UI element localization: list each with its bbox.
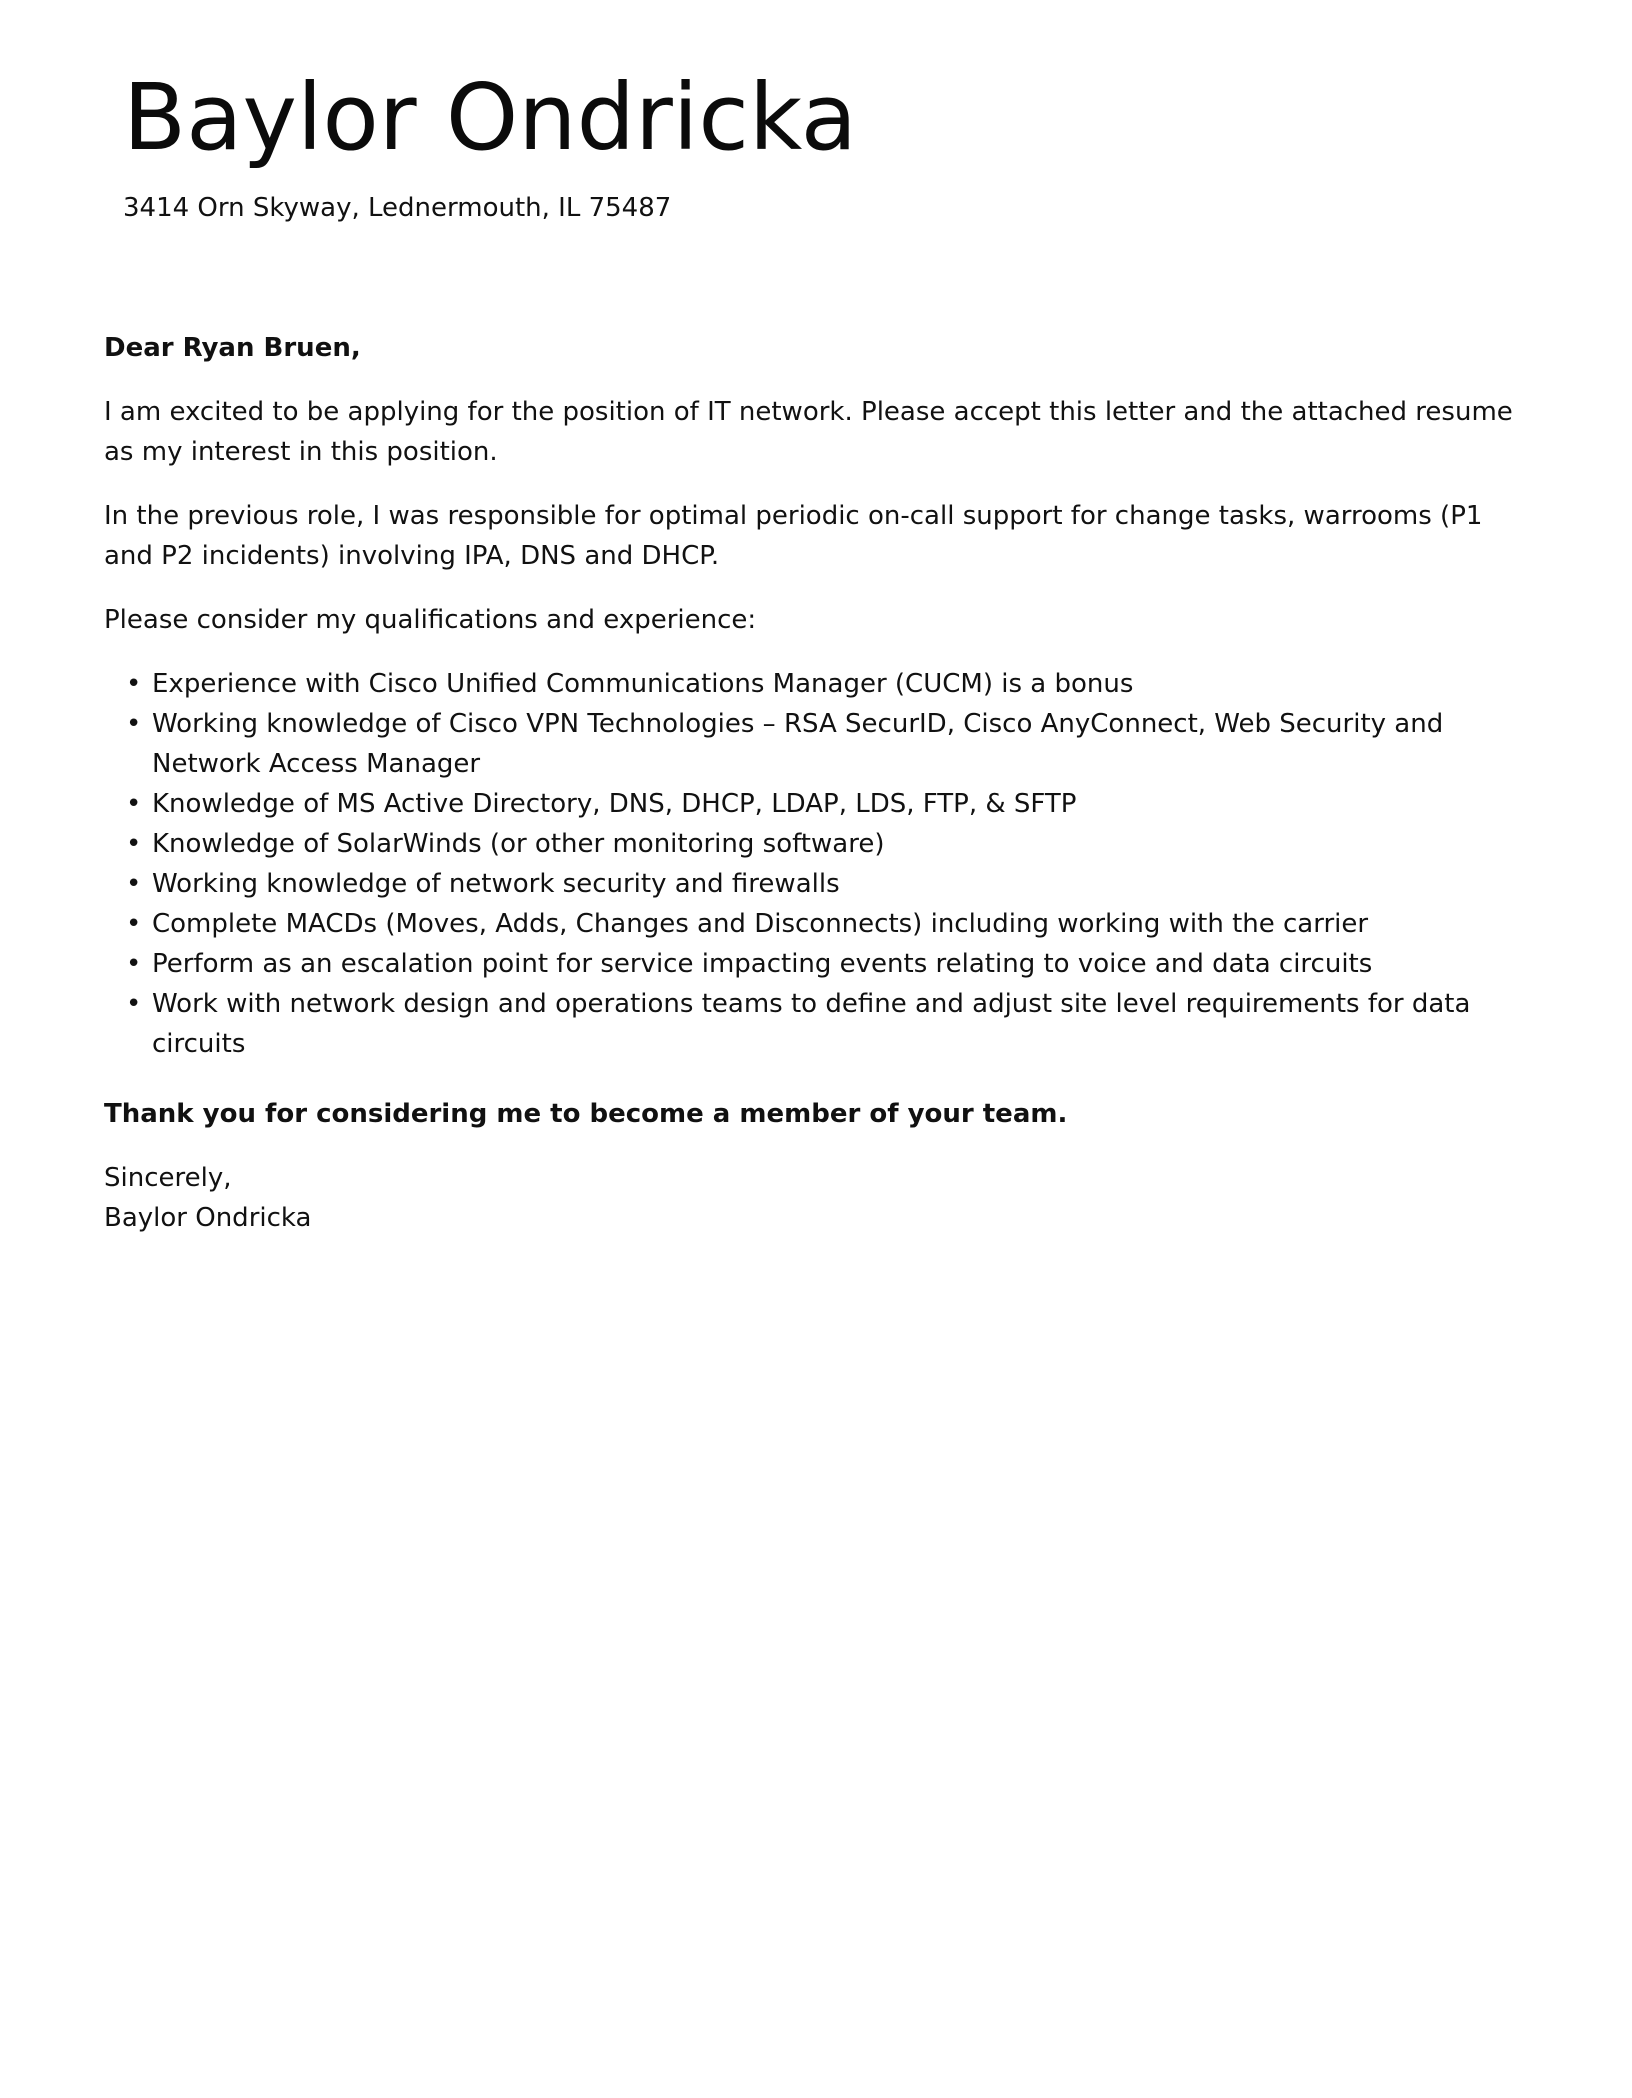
- list-item: [126, 904, 1524, 944]
- list-item-text: Complete MACDs (Moves, Adds, Changes and Disconnects) including working with the carrier: [152, 909, 1369, 939]
- qualifications-list: [104, 664, 1524, 1064]
- list-item: [126, 664, 1524, 704]
- list-item: [126, 704, 1524, 784]
- sender-address: 3414 Orn Skyway, Lednermouth, IL 75487: [123, 192, 672, 223]
- signature-name: Baylor Ondricka: [104, 1203, 312, 1233]
- salutation: Dear Ryan Bruen,: [104, 333, 361, 363]
- list-item: [126, 824, 1524, 864]
- list-item: [126, 864, 1524, 904]
- list-item: [126, 944, 1524, 984]
- letter-body: [104, 328, 1524, 1238]
- list-item-text: Experience with Cisco Unified Communications Manager (CUCM) is a bonus: [152, 669, 1134, 699]
- experience-paragraph: In the previous role, I was responsible for optimal periodic on-call support for change tasks, warrooms (P1 and P2 incidents) involving IPA, DNS and DHCP.: [104, 501, 1483, 571]
- bullet-icon: •: [126, 869, 142, 899]
- letter-header: [123, 64, 857, 224]
- list-item-text: Working knowledge of network security and firewalls: [152, 869, 840, 899]
- bullet-icon: •: [126, 669, 142, 699]
- bullet-icon: •: [126, 909, 142, 939]
- bullet-icon: •: [126, 789, 142, 819]
- bullet-icon: •: [126, 709, 142, 739]
- list-item-text: Knowledge of MS Active Directory, DNS, DHCP, LDAP, LDS, FTP, & SFTP: [152, 789, 1077, 819]
- list-item-text: Knowledge of SolarWinds (or other monitoring software): [152, 829, 885, 859]
- qualifications-intro: Please consider my qualifications and experience:: [104, 605, 757, 635]
- sender-name: Baylor Ondricka: [123, 64, 857, 171]
- bullet-icon: •: [126, 949, 142, 979]
- list-item-text: Perform as an escalation point for service impacting events relating to voice and data circuits: [152, 949, 1373, 979]
- closing-thanks: Thank you for considering me to become a member of your team.: [104, 1099, 1068, 1129]
- list-item-text: Work with network design and operations teams to define and adjust site level requirements for data circuits: [152, 989, 1471, 1059]
- list-item: [126, 984, 1524, 1064]
- intro-paragraph: I am excited to be applying for the position of IT network. Please accept this letter and the attached resume as my interest in this position.: [104, 397, 1513, 467]
- list-item: [126, 784, 1524, 824]
- signoff: Sincerely,: [104, 1163, 232, 1193]
- bullet-icon: •: [126, 829, 142, 859]
- bullet-icon: •: [126, 989, 142, 1019]
- list-item-text: Working knowledge of Cisco VPN Technologies – RSA SecurID, Cisco AnyConnect, Web Security and Network Access Manager: [152, 709, 1444, 779]
